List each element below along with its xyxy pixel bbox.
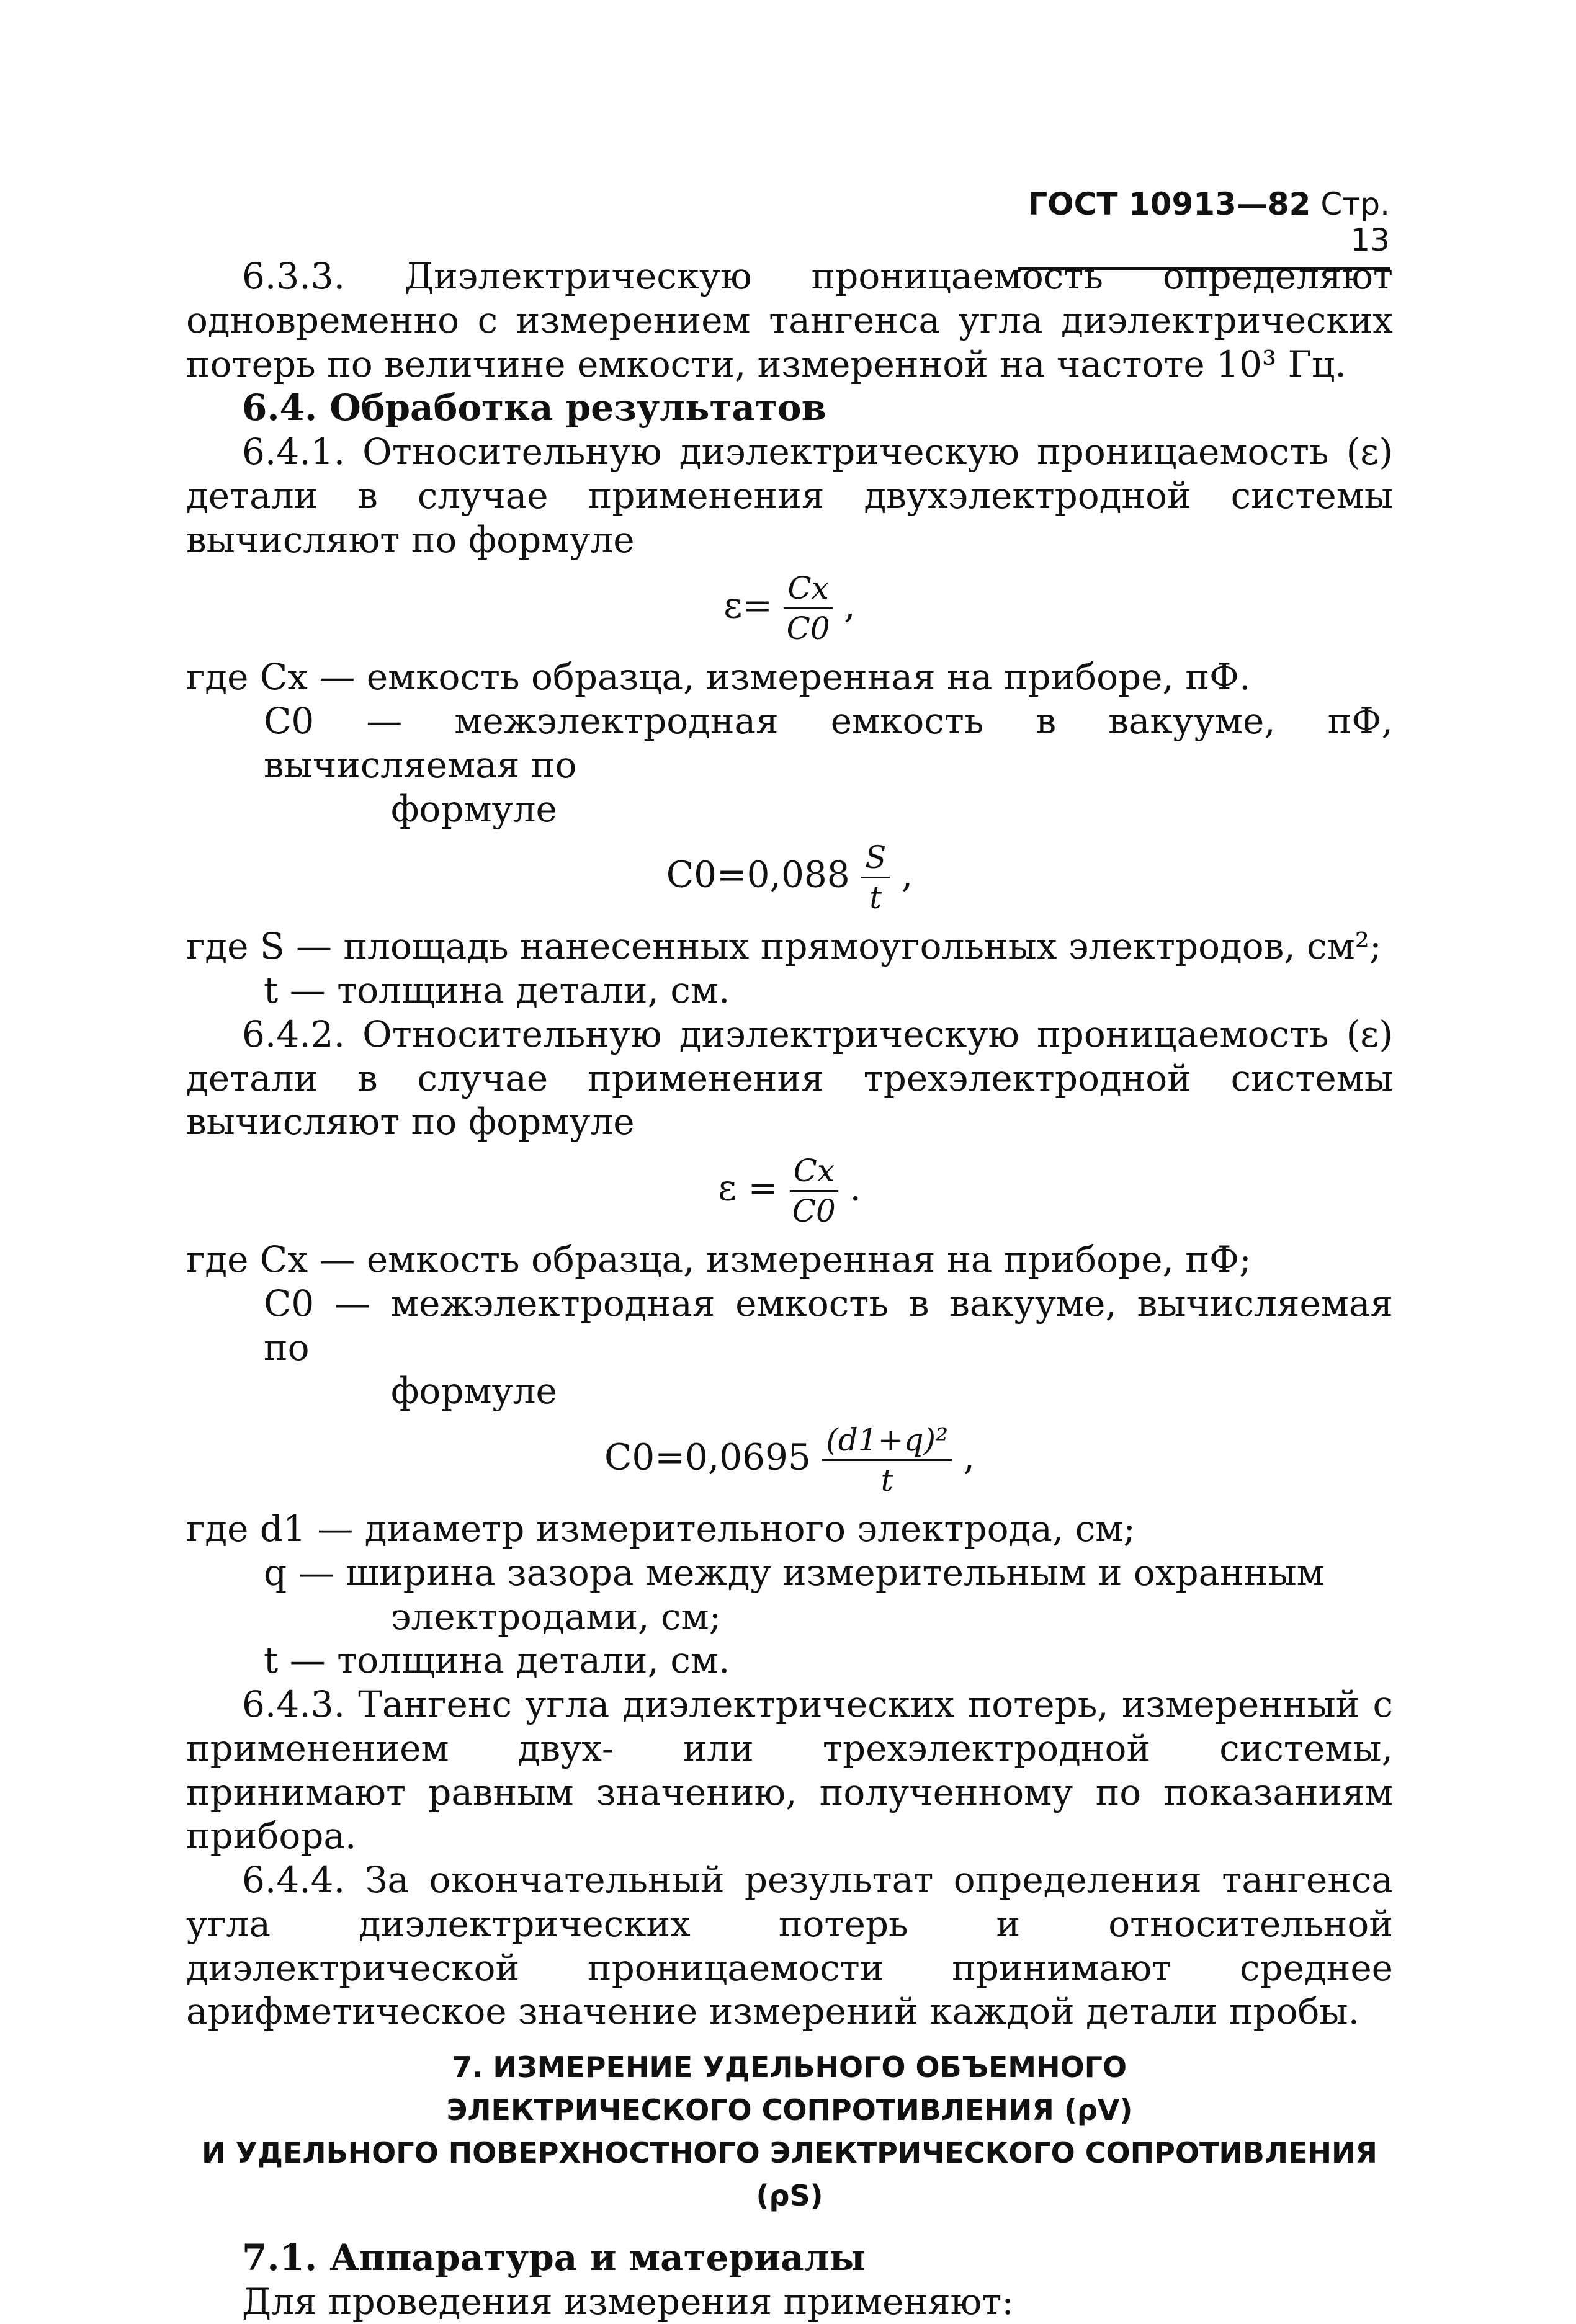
numerator: S <box>861 842 890 878</box>
numerator: Cx <box>784 573 832 609</box>
where-t-2: t — толщина детали, см. <box>264 1639 730 1682</box>
heading-7-1: 7.1. Аппаратура и материалы <box>242 2237 866 2279</box>
section-title-line-3: И УДЕЛЬНОГО ПОВЕРХНОСТНОГО ЭЛЕКТРИЧЕСКОГО СОПРОТИВЛЕНИЯ (ρS) <box>202 2136 1377 2212</box>
denominator: C0 <box>786 610 830 647</box>
where-c0-2: C0 — межэлектродная емкость в вакууме, вычисляемая по <box>264 1282 1393 1369</box>
where-q-cont: электродами, см; <box>391 1595 722 1638</box>
heading-6-4: 6.4. Обработка результатов <box>242 387 826 429</box>
formula-lhs: C0=0,0695 <box>604 1436 811 1478</box>
page-number: Стр. 13 <box>1320 186 1390 258</box>
denominator: t <box>880 1462 893 1498</box>
formula-tail: , <box>901 853 913 896</box>
paragraph-6-3-3: 6.3.3. Диэлектрическую проницаемость определяют одновременно с измерением тангенса угла диэлектрических потерь по величине емкости, измеренной на частоте 10³ Гц. <box>186 255 1393 385</box>
where-cx-2: где Cx — емкость образца, измеренная на приборе, пФ; <box>186 1238 1251 1280</box>
paragraph-6-4-1: 6.4.1. Относительную диэлектрическую проницаемость (ε) детали в случае применения двухэлектродной системы вычисляют по формуле <box>186 431 1393 561</box>
denominator: C0 <box>792 1193 836 1229</box>
section-7-heading <box>186 2046 1393 2217</box>
numerator: (d1+q)² <box>822 1424 952 1461</box>
formula-tail: , <box>844 584 856 627</box>
paragraph-6-4-2: 6.4.2. Относительную диэлектрическую проницаемость (ε) детали в случае применения трехэлектродной системы вычисляют по формуле <box>186 1012 1393 1143</box>
formula-lhs: ε = <box>718 1166 779 1209</box>
where-cx: где Cx — емкость образца, измеренная на приборе, пФ. <box>186 656 1251 699</box>
formula-c0-2 <box>186 1424 1393 1496</box>
formula-epsilon-1 <box>186 570 1393 647</box>
paragraph-7-1: Для проведения измерения применяют: <box>242 2280 1014 2323</box>
section-title-line-2: ЭЛЕКТРИЧЕСКОГО СОПРОТИВЛЕНИЯ (ρV) <box>446 2093 1133 2127</box>
formula-lhs: ε= <box>723 584 772 627</box>
where-d1: где d1 — диаметр измерительного электрода, см; <box>186 1508 1135 1550</box>
formula-tail: . <box>849 1166 861 1209</box>
paragraph-6-4-3: 6.4.3. Тангенс угла диэлектрических потерь, измеренный с применением двух- или трехэлектродной системы, принимают равным значению, полученному по показаниям прибора. <box>186 1683 1393 1857</box>
where-q: q — ширина зазора между измерительным и охранным <box>264 1551 1325 1594</box>
fraction <box>822 1424 952 1496</box>
numerator: Cx <box>790 1155 838 1192</box>
formula-epsilon-2 <box>186 1155 1393 1227</box>
section-title-line-1: 7. ИЗМЕРЕНИЕ УДЕЛЬНОГО ОБЪЕМНОГО <box>452 2050 1127 2084</box>
where-c0: C0 — межэлектродная емкость в вакууме, пФ, вычисляемая по <box>264 700 1393 786</box>
where-t: t — толщина детали, см. <box>264 969 730 1011</box>
formula-c0-1 <box>186 839 1393 916</box>
denominator: t <box>869 880 882 916</box>
formula-lhs: C0=0,088 <box>666 853 850 896</box>
where-s: где S — площадь нанесенных прямоугольных электродов, см²; <box>186 925 1382 968</box>
standard-number: ГОСТ 10913—82 <box>1028 186 1311 222</box>
where-c0-cont: формуле <box>391 787 557 830</box>
fraction <box>790 1155 838 1227</box>
where-c0-2-cont: формуле <box>391 1370 557 1413</box>
fraction <box>784 570 832 647</box>
fraction <box>861 839 890 916</box>
document-body <box>186 254 1393 2324</box>
formula-tail: , <box>963 1436 975 1478</box>
paragraph-6-4-4: 6.4.4. За окончательный результат определения тангенса угла диэлектрических потерь и относительной диэлектрической проницаемости принимают среднее арифметическое значение измерений каждой детали пробы. <box>186 1859 1393 2033</box>
